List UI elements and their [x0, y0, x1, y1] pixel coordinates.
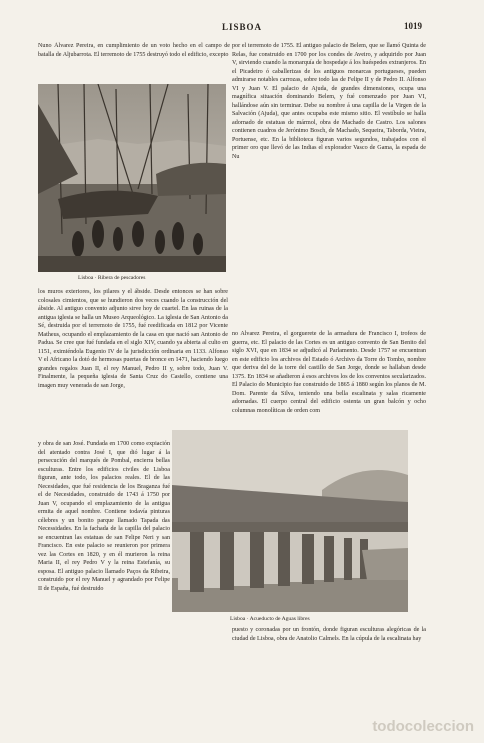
caption-photo1: Lisboa · Ribera de pescadores — [78, 275, 146, 281]
watermark-logo: todocoleccion — [372, 718, 474, 735]
aqueduct-photo-image — [172, 430, 408, 612]
text-right-low: puesto y coronadas por un frontón, donde figuran esculturas alegóricas de la ciudad de Lisboa, obra de Anatolio Calmels. En la cúpula de la escalinata hay — [232, 627, 426, 642]
text-right-mid: no Alvarez Pereira, el gorguerete de la armadura de Francisco I, trofeos de guerra, etc. El palacio de las Cortes es un antiguo convento de San Benito del siglo XVI, que en 1834 se adjudicó al Parlamento. Desde 1757 se encuentran en este edificio los archivos del Estado ó Archivo da Torre do Tombo, nombre que deriva del de la torre del castillo de San Jorge, donde se hallaban desde 1375. En 1834 se añadieron á esos archivos los de los conventos secularizados. El Palacio do Municipio fue construido de 1865 á 1880 según los planos de M. Dom. Parente da Silva, teniendo una bella escalinata y salas ricamente adornadas. El cuerpo central del edificio ostenta un gran balcón y ocho columnas monolíticas de orden com — [232, 331, 426, 414]
text-mid-left: los muros exteriores, los pilares y el ábside. Desde entonces se han sobre colosales cimientos, que se hundieron dos veces cuando la construcción del ábside. Al antiguo convento adjunto sirve hoy de cuartel. En las ruinas de la antigua iglesia se halla un Museo Arqueológico. La iglesia de San Antonio da Sé, destruida por el terremoto de 1755, fué reedificada en 1812 por Vicente Matheus, ocupando el emplazamiento de la casa en que nació san Antonio de Padua. Se cree que fué fundada en el siglo XIV, cuando ya abierta al culto en 1151, eximiéndola Eugenio IV de la jurisdicción ordinaria en 1133. Alfonso V el Africano la dotó de hermosas puertas de bronce en 1471, haciendo luego grandes regalos Juan II, el rey Manuel, Pedro II y, sobre todo, Juan V. Finalmente, la pequeña iglesia de Santa Cruz do Castello, contiene una imagen muy venerada de san Jorge, — [38, 289, 228, 389]
photo-aqueduct — [172, 430, 408, 612]
caption-photo2: Lisboa · Acueducto de Aguas libres — [230, 616, 310, 622]
running-head: LISBOA — [221, 22, 262, 32]
page-number: 1019 — [404, 21, 422, 31]
text-left-top: Nuno Álvarez Pereira, en cumplimiento de un voto hecho en el campo de batalla de Aljubarrota. El terremoto de 1755 destruyó todo el edificio, excepto — [38, 43, 230, 58]
text-left-low: y obra de san José. Fundada en 1700 como expiación del atentado contra José I, que dió lugar á la persecución del marqués de Pombal, encierra bellas esculturas. Entre los edificios civiles de Lisboa figuran, ante todo, los palacios reales. El de las Necesidades, que fué residencia de los Braganza fué el de Necesidades, construido de 1743 á 1750 por Juan V, ocupando el emplazamiento de la antigua ermita de aquel nombre. Contiene todavía pinturas célebres y un bonito parque llamado Tapada das Necessidades. En la fachada de la capilla del palacio se encuentran las estatuas de san Felipe Neri y san Francisco. En este palacio se reunieron por primera vez las Cortes en 1820, y en él murieron la reina Maria II, el rey Pedro V y la reina Estefanía, su esposa. El antiguo palacio llamado Paços da Ribeira, construido por el rey Manuel y agrandado por Felipe II de España, fué destruido — [38, 441, 170, 592]
fishermen-photo-image — [38, 84, 226, 272]
text-right-top: por el terremoto de 1755. El antiguo palacio de Belem, que se llamó Quinta de Relas, fue construido en 1700 por los condes de Aveiro, y adquirido por Juan V, sirviendo cuando la monarquía de hospedaje á los huéspedes extranjeros. En el Picadeiro ó caballerizas de los antiguos monarcas portugueses, pueden admirarse notables carrozas, sobre todo las de Felipe II y de Pedro II. Alfonso VI y Juan V. El palacio de Ajuda, de grandes dimensiones, ocupa una magnífica situación dominando Belem, y fué comenzado por Juan VI, hallándose aún sin terminar. Debe su nombre á una capilla de la Virgen de la Salvación (Ajuda), que antes ocupaba este mismo sitio. El vestíbulo se halla adornado de estatuas de mármol, obra de Machado de Castro. Los salones contienen cuadros de Jerónimo Bosch, de Machado, Sequeira, Taborda, Vieira, Portuense, etc. En la biblioteca figuran varios segundos, trabajados con el primer oro que llevó de las Indias el explorador Vasco de Gama, la espada de Nu — [232, 43, 426, 160]
photo-fishermen-shore — [38, 84, 226, 272]
